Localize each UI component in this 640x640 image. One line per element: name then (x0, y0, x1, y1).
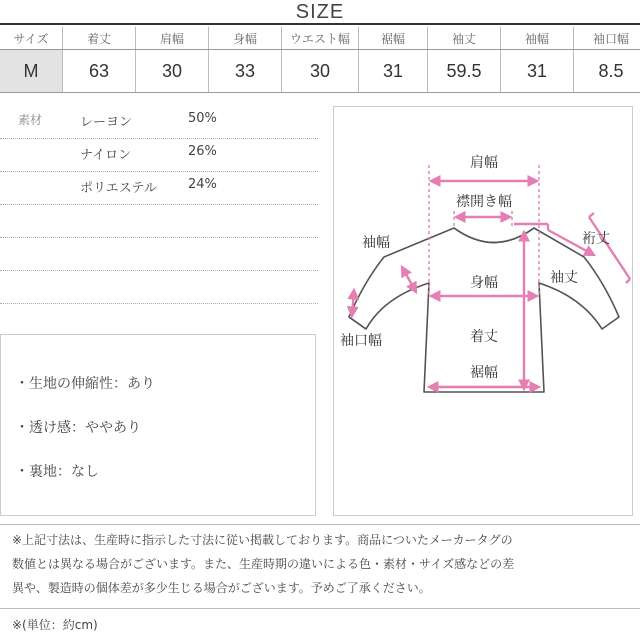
materials-list (0, 106, 318, 304)
label-shoulder-width: 肩幅 (470, 155, 498, 171)
cell-sleeve-length: 59.5 (428, 50, 501, 93)
cell-cuff: 8.5 (574, 50, 640, 93)
header-body-width: 身幅 (209, 27, 282, 50)
material-row-empty (0, 271, 318, 304)
material-row-empty (0, 238, 318, 271)
material-row-empty (0, 205, 318, 238)
cell-size: M (0, 50, 63, 93)
material-row (0, 106, 318, 139)
header-sleeve-width: 袖幅 (501, 27, 574, 50)
feature-sheerness: ・透け感：ややあり (15, 420, 141, 436)
material-name: ナイロン (80, 148, 132, 163)
label-yuki-length: 裄丈 (582, 231, 610, 247)
cell-shoulder: 30 (136, 50, 209, 93)
material-percent: 26% (188, 144, 217, 159)
size-table-header-row (0, 27, 640, 50)
cell-length: 63 (63, 50, 136, 93)
header-length: 着丈 (63, 27, 136, 50)
label-cuff-width: 袖口幅 (340, 333, 382, 349)
feature-stretch: ・生地の伸縮性：あり (15, 376, 155, 392)
cell-body-width: 33 (209, 50, 282, 93)
header-shoulder: 肩幅 (136, 27, 209, 50)
cell-waist: 30 (282, 50, 359, 93)
material-percent: 50% (188, 111, 217, 126)
header-sleeve-length: 袖丈 (428, 27, 501, 50)
size-title: SIZE (295, 1, 345, 23)
measurement-diagram (333, 106, 633, 516)
materials-label: 素材 (18, 113, 43, 127)
garment-illustration (334, 107, 634, 517)
size-table-row (0, 50, 640, 93)
feature-lining: ・裏地：なし (15, 464, 99, 480)
unit-note: ※(単位：約cm) (12, 618, 98, 632)
fabric-features-box (0, 334, 316, 516)
cell-hem: 31 (359, 50, 428, 93)
title-rule (0, 23, 640, 25)
label-body-width: 身幅 (470, 275, 498, 291)
label-hem-width: 裾幅 (470, 365, 498, 381)
note-line: ※上記寸法は、生産時に指示した寸法に従い掲載しております。商品についたメーカータグの (12, 533, 513, 547)
note-line: 数値とは異なる場合がございます。また、生産時期の違いによる色・素材・サイズ感などの差 (12, 557, 515, 571)
label-sleeve-width: 袖幅 (362, 235, 390, 251)
material-name: レーヨン (80, 115, 133, 130)
header-size: サイズ (0, 27, 63, 50)
cell-sleeve-width: 31 (501, 50, 574, 93)
label-neck-width: 襟開き幅 (456, 194, 512, 210)
size-table (0, 27, 640, 93)
material-percent: 24% (188, 177, 217, 192)
label-length: 着丈 (470, 329, 498, 345)
material-name: ポリエステル (80, 181, 157, 196)
notes-section (0, 524, 640, 609)
header-cuff: 袖口幅 (574, 27, 640, 50)
header-waist: ウエスト幅 (282, 27, 359, 50)
note-line: 異や、製造時の個体差が多少生じる場合がございます。予めご了承ください。 (12, 581, 431, 595)
header-hem: 裾幅 (359, 27, 428, 50)
material-row (0, 172, 318, 205)
material-row (0, 139, 318, 172)
label-sleeve-length: 袖丈 (550, 270, 578, 286)
